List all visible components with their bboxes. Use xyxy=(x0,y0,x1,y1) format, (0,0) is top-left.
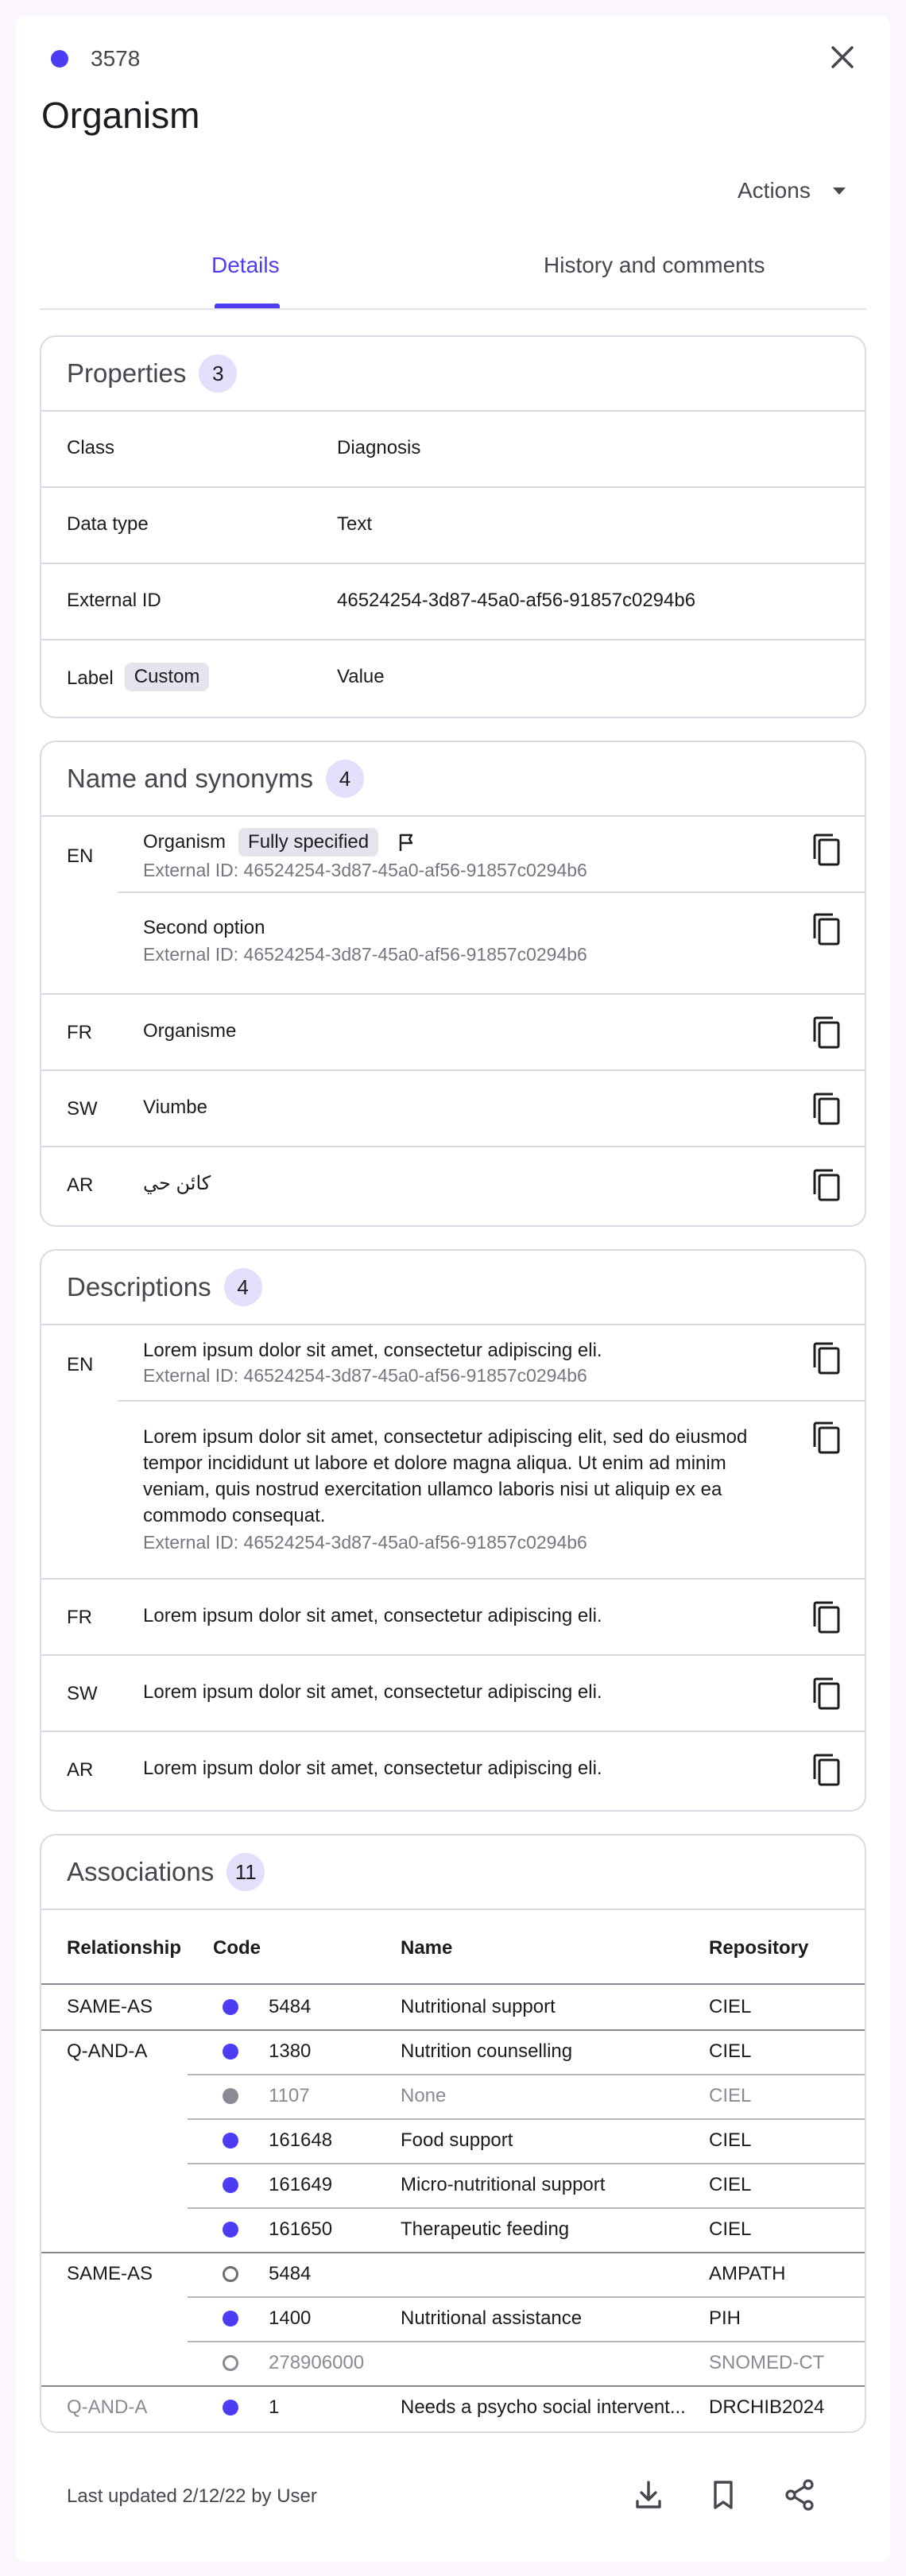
status-dot xyxy=(223,2133,238,2149)
names-title: Name and synonyms xyxy=(67,764,313,793)
property-key: Label xyxy=(67,667,114,689)
row-divider xyxy=(188,2296,865,2298)
status-dot xyxy=(223,2400,238,2415)
association-code[interactable]: 278906000 xyxy=(269,2352,365,2373)
name-text: كائن حي xyxy=(143,1173,211,1194)
association-code[interactable]: 161648 xyxy=(269,2129,333,2151)
descriptions-count-badge: 4 xyxy=(224,1268,262,1306)
language-code: FR xyxy=(67,1607,92,1628)
association-row[interactable] xyxy=(41,2207,865,2252)
description-text: Lorem ipsum dolor sit amet, consectetur adipiscing eli. xyxy=(143,1605,602,1626)
copy-button[interactable] xyxy=(811,833,842,868)
associations-table-body xyxy=(41,1985,865,2430)
status-dot xyxy=(51,50,68,68)
association-repository: PIH xyxy=(709,2307,741,2329)
copy-icon xyxy=(811,833,842,868)
copy-button[interactable] xyxy=(811,1421,842,1456)
column-header-name: Name xyxy=(401,1937,453,1959)
description-group-fr xyxy=(41,1580,865,1656)
external-id: External ID: 46524254-3d87-45a0-af56-91857c0294b6 xyxy=(143,1532,587,1553)
copy-icon xyxy=(811,1421,842,1456)
property-row xyxy=(41,488,865,564)
association-relationship: Q-AND-A xyxy=(67,2040,148,2062)
property-row xyxy=(41,412,865,488)
association-name: Nutritional support xyxy=(401,1996,556,2017)
status-dot xyxy=(223,1999,238,2015)
association-repository: DRCHIB2024 xyxy=(709,2396,825,2418)
copy-icon xyxy=(811,1015,842,1050)
description-group-sw xyxy=(41,1656,865,1732)
close-button[interactable] xyxy=(827,41,858,73)
association-row[interactable] xyxy=(41,1985,865,2029)
custom-chip: Custom xyxy=(125,663,210,691)
association-relationship: Q-AND-A xyxy=(67,2396,148,2418)
name-group-fr xyxy=(41,995,865,1071)
actions-label: Actions xyxy=(738,178,811,203)
associations-count-badge: 11 xyxy=(226,1853,265,1891)
association-name: Food support xyxy=(401,2129,513,2151)
name-entry xyxy=(143,915,587,966)
copy-icon xyxy=(811,1341,842,1376)
property-value: Text xyxy=(337,513,373,535)
copy-button[interactable] xyxy=(811,1677,842,1712)
association-row[interactable] xyxy=(41,2341,865,2385)
copy-button[interactable] xyxy=(811,1015,842,1050)
actions-dropdown[interactable] xyxy=(738,178,846,203)
copy-icon xyxy=(811,1600,842,1635)
association-relationship: SAME-AS xyxy=(67,2263,153,2284)
status-dot xyxy=(223,2177,238,2193)
association-row[interactable] xyxy=(41,2385,865,2430)
concept-id xyxy=(51,46,140,72)
divider xyxy=(118,1400,865,1402)
descriptions-header xyxy=(41,1251,865,1325)
property-key-label xyxy=(67,666,209,691)
external-id: External ID: 46524254-3d87-45a0-af56-91857c0294b6 xyxy=(143,944,587,965)
association-name: Micro-nutritional support xyxy=(401,2174,606,2195)
column-header-relationship: Relationship xyxy=(67,1937,182,1959)
close-icon xyxy=(827,41,858,73)
descriptions-title: Descriptions xyxy=(67,1272,211,1302)
association-name: Nutrition counselling xyxy=(401,2040,573,2062)
last-updated: Last updated 2/12/22 by User xyxy=(67,2485,317,2507)
concept-id-text: 3578 xyxy=(91,46,141,71)
property-key: External ID xyxy=(67,590,161,611)
language-code: EN xyxy=(67,845,94,867)
name-text-row xyxy=(143,828,587,857)
property-key: Data type xyxy=(67,513,149,535)
description-text: Lorem ipsum dolor sit amet, consectetur adipiscing eli. xyxy=(143,1340,602,1361)
copy-icon xyxy=(811,912,842,947)
property-row xyxy=(41,640,865,717)
copy-icon xyxy=(811,1168,842,1203)
association-repository: CIEL xyxy=(709,1996,752,2017)
associations-table-header xyxy=(41,1910,865,1985)
association-name: Nutritional assistance xyxy=(401,2307,583,2329)
association-code[interactable]: 1380 xyxy=(269,2040,312,2062)
language-code: AR xyxy=(67,1174,94,1196)
language-code: SW xyxy=(67,1098,98,1120)
property-value: Value xyxy=(337,666,385,687)
copy-button[interactable] xyxy=(811,1600,842,1635)
status-dot xyxy=(223,2355,238,2371)
tab-bar xyxy=(40,238,866,310)
download-button[interactable] xyxy=(631,2477,666,2512)
row-divider xyxy=(188,2163,865,2164)
copy-icon xyxy=(811,1753,842,1788)
properties-header xyxy=(41,337,865,412)
properties-count-badge: 3 xyxy=(199,354,237,393)
properties-card xyxy=(40,335,866,718)
association-code[interactable]: 161650 xyxy=(269,2218,333,2240)
description-entry xyxy=(143,1424,763,1554)
association-repository: CIEL xyxy=(709,2174,752,2195)
association-code[interactable]: 1 xyxy=(269,2396,280,2418)
copy-button[interactable] xyxy=(811,1753,842,1788)
language-code: AR xyxy=(67,1759,94,1781)
association-row[interactable] xyxy=(41,2029,865,2074)
page-title: Organism xyxy=(41,95,200,136)
divider xyxy=(118,892,865,893)
association-code[interactable]: 5484 xyxy=(269,2263,312,2284)
row-divider xyxy=(188,2207,865,2209)
name-group-sw xyxy=(41,1071,865,1147)
row-divider xyxy=(41,2252,865,2253)
chevron-down-icon xyxy=(833,188,846,195)
association-row[interactable] xyxy=(41,2118,865,2163)
name-entry xyxy=(143,828,587,882)
property-value: Diagnosis xyxy=(337,437,421,458)
download-icon xyxy=(631,2477,666,2512)
association-repository: CIEL xyxy=(709,2040,752,2062)
property-key: Class xyxy=(67,437,115,458)
association-repository: CIEL xyxy=(709,2085,752,2106)
association-row[interactable] xyxy=(41,2296,865,2341)
name-group-ar xyxy=(41,1147,865,1224)
copy-button[interactable] xyxy=(811,1168,842,1203)
active-tab-indicator xyxy=(215,304,280,308)
association-repository: SNOMED-CT xyxy=(709,2352,825,2373)
column-header-repository: Repository xyxy=(709,1937,809,1959)
row-divider xyxy=(41,2385,865,2387)
association-relationship: SAME-AS xyxy=(67,1996,153,2017)
row-divider xyxy=(188,2118,865,2120)
status-dot xyxy=(223,2044,238,2060)
row-divider xyxy=(41,2029,865,2031)
association-repository: CIEL xyxy=(709,2129,752,2151)
name-group-en xyxy=(41,817,865,995)
status-dot xyxy=(223,2222,238,2238)
properties-title: Properties xyxy=(67,358,187,388)
tab-history-and-comments[interactable]: History and comments xyxy=(544,253,765,277)
name-text: Second option xyxy=(143,917,265,938)
row-divider xyxy=(188,2341,865,2342)
bookmark-icon xyxy=(706,2477,741,2512)
names-count-badge: 4 xyxy=(326,760,364,798)
name-text: Organism xyxy=(143,831,226,853)
name-text: Viumbe xyxy=(143,1097,207,1118)
copy-icon xyxy=(811,1677,842,1712)
copy-button[interactable] xyxy=(811,1341,842,1376)
association-row[interactable] xyxy=(41,2163,865,2207)
association-repository: CIEL xyxy=(709,2218,752,2240)
language-code: FR xyxy=(67,1022,92,1043)
association-row[interactable] xyxy=(41,2074,865,2118)
association-code[interactable]: 1400 xyxy=(269,2307,312,2329)
description-entry xyxy=(143,1338,602,1387)
descriptions-card xyxy=(40,1249,866,1812)
description-text: Lorem ipsum dolor sit amet, consectetur adipiscing eli. xyxy=(143,1681,602,1703)
association-row[interactable] xyxy=(41,2252,865,2296)
associations-card xyxy=(40,1834,866,2433)
fully-specified-chip: Fully specified xyxy=(238,828,378,857)
names-card xyxy=(40,741,866,1227)
tab-details[interactable]: Details xyxy=(211,253,280,277)
copy-button[interactable] xyxy=(811,912,842,947)
associations-title: Associations xyxy=(67,1857,215,1886)
description-group-ar xyxy=(41,1732,865,1808)
share-icon xyxy=(782,2477,817,2512)
column-header-code: Code xyxy=(213,1937,261,1959)
description-text: Lorem ipsum dolor sit amet, consectetur adipiscing eli. xyxy=(143,1758,602,1779)
property-value: 46524254-3d87-45a0-af56-91857c0294b6 xyxy=(337,590,696,611)
description-text: Lorem ipsum dolor sit amet, consectetur adipiscing elit, sed do eiusmod tempor incididunt ut labore et dolore magna aliqua. Ut enim ad minim veniam, quis nostrud exercitation ullamco laboris nisi ut aliquip ex ea commodo consequat. xyxy=(143,1426,748,1526)
copy-button[interactable] xyxy=(811,1092,842,1127)
external-id: External ID: 46524254-3d87-45a0-af56-91857c0294b6 xyxy=(143,1365,587,1386)
status-dot xyxy=(223,2311,238,2327)
language-code: EN xyxy=(67,1354,94,1375)
association-name: Needs a psycho social intervent... xyxy=(401,2396,686,2418)
external-id: External ID: 46524254-3d87-45a0-af56-91857c0294b6 xyxy=(143,860,587,880)
associations-header xyxy=(41,1835,865,1910)
association-code[interactable]: 161649 xyxy=(269,2174,333,2195)
row-divider xyxy=(188,2074,865,2075)
flag-icon[interactable] xyxy=(396,831,418,853)
association-code[interactable]: 5484 xyxy=(269,1996,312,2017)
association-name: None xyxy=(401,2085,447,2106)
association-repository: AMPATH xyxy=(709,2263,786,2284)
status-dot xyxy=(223,2088,238,2104)
bookmark-button[interactable] xyxy=(706,2477,741,2512)
language-code: SW xyxy=(67,1683,98,1704)
description-group-en xyxy=(41,1325,865,1580)
association-name: Therapeutic feeding xyxy=(401,2218,570,2240)
names-header xyxy=(41,742,865,817)
status-dot xyxy=(223,2266,238,2282)
name-text: Organisme xyxy=(143,1020,237,1042)
share-button[interactable] xyxy=(782,2477,817,2512)
copy-icon xyxy=(811,1092,842,1127)
association-code[interactable]: 1107 xyxy=(269,2085,310,2106)
property-row xyxy=(41,564,865,640)
